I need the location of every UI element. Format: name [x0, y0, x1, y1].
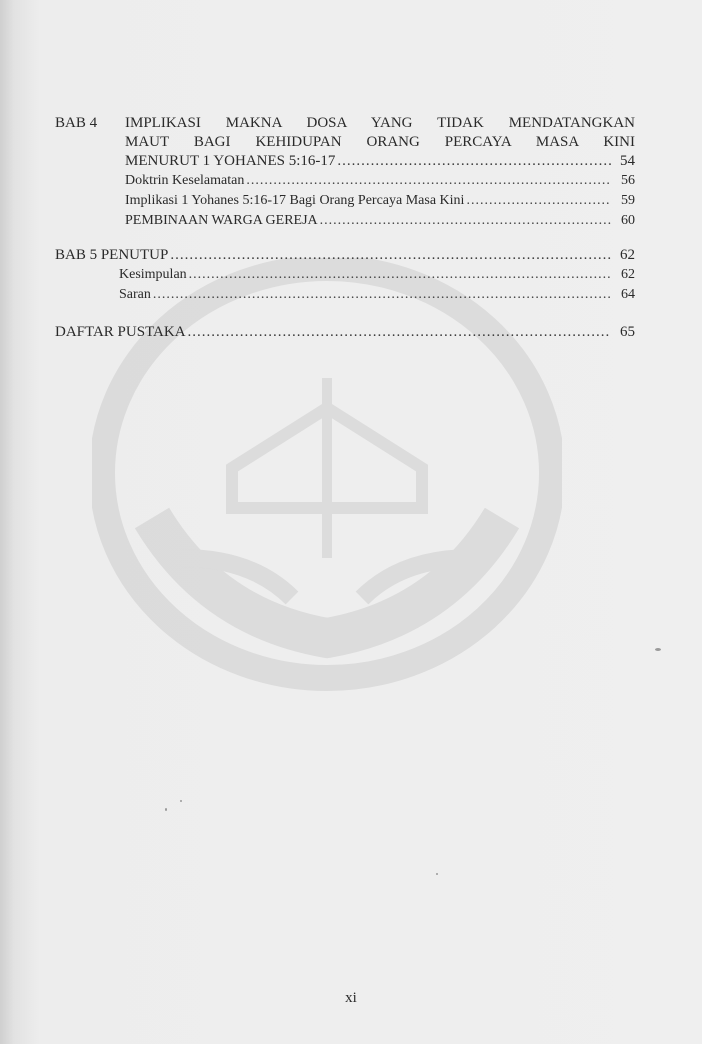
- section-title: Doktrin Keselamatan: [125, 173, 245, 188]
- page-number: 65: [620, 324, 635, 340]
- toc-bab4-line2: [55, 133, 635, 152]
- section-title: PEMBINAAN WARGA GEREJA: [125, 213, 318, 228]
- toc-bab5: [55, 246, 635, 265]
- scan-speck: [655, 648, 661, 651]
- chapter-label: BAB 4: [55, 115, 98, 131]
- table-of-contents: [55, 114, 635, 342]
- dot-leader: [189, 265, 611, 285]
- dot-leader: [188, 323, 611, 342]
- dot-leader: [320, 211, 611, 231]
- toc-entry: [55, 211, 635, 231]
- page-number: 56: [621, 173, 635, 188]
- footer-page-number: xi: [345, 990, 357, 1006]
- page-number: 60: [621, 213, 635, 228]
- dot-leader: [246, 171, 611, 191]
- page-number: 62: [620, 247, 635, 263]
- toc-entry: [55, 171, 635, 191]
- chapter-title-line: IMPLIKASI MAKNA DOSA YANG TIDAK MENDATANGKAN: [125, 115, 635, 131]
- section-title: Saran: [119, 287, 151, 302]
- scan-speck: [165, 808, 167, 811]
- toc-entry: [55, 265, 635, 285]
- dot-leader: [466, 191, 611, 211]
- page-number: 54: [620, 153, 635, 169]
- toc-entry: [55, 191, 635, 211]
- page-number: 62: [621, 267, 635, 282]
- toc-entry: [55, 285, 635, 305]
- chapter-title-line: BAB 5 PENUTUP: [55, 247, 169, 263]
- toc-bab4-line1: [55, 114, 635, 133]
- section-title: Kesimpulan: [119, 267, 187, 282]
- page-number: 64: [621, 287, 635, 302]
- toc-daftar-pustaka: [55, 323, 635, 342]
- scan-speck: [436, 873, 438, 875]
- chapter-title-line: DAFTAR PUSTAKA: [55, 324, 186, 340]
- scan-speck: [180, 800, 182, 802]
- chapter-title-line: MENURUT 1 YOHANES 5:16-17: [125, 153, 336, 169]
- dot-leader: [170, 246, 611, 265]
- dot-leader: [153, 285, 611, 305]
- page-number: 59: [621, 193, 635, 208]
- chapter-title-line: MAUT BAGI KEHIDUPAN ORANG PERCAYA MASA KINI: [125, 134, 635, 150]
- section-title: Implikasi 1 Yohanes 5:16-17 Bagi Orang Percaya Masa Kini: [125, 193, 465, 208]
- dot-leader: [337, 152, 611, 171]
- toc-bab4-line3: [55, 152, 635, 171]
